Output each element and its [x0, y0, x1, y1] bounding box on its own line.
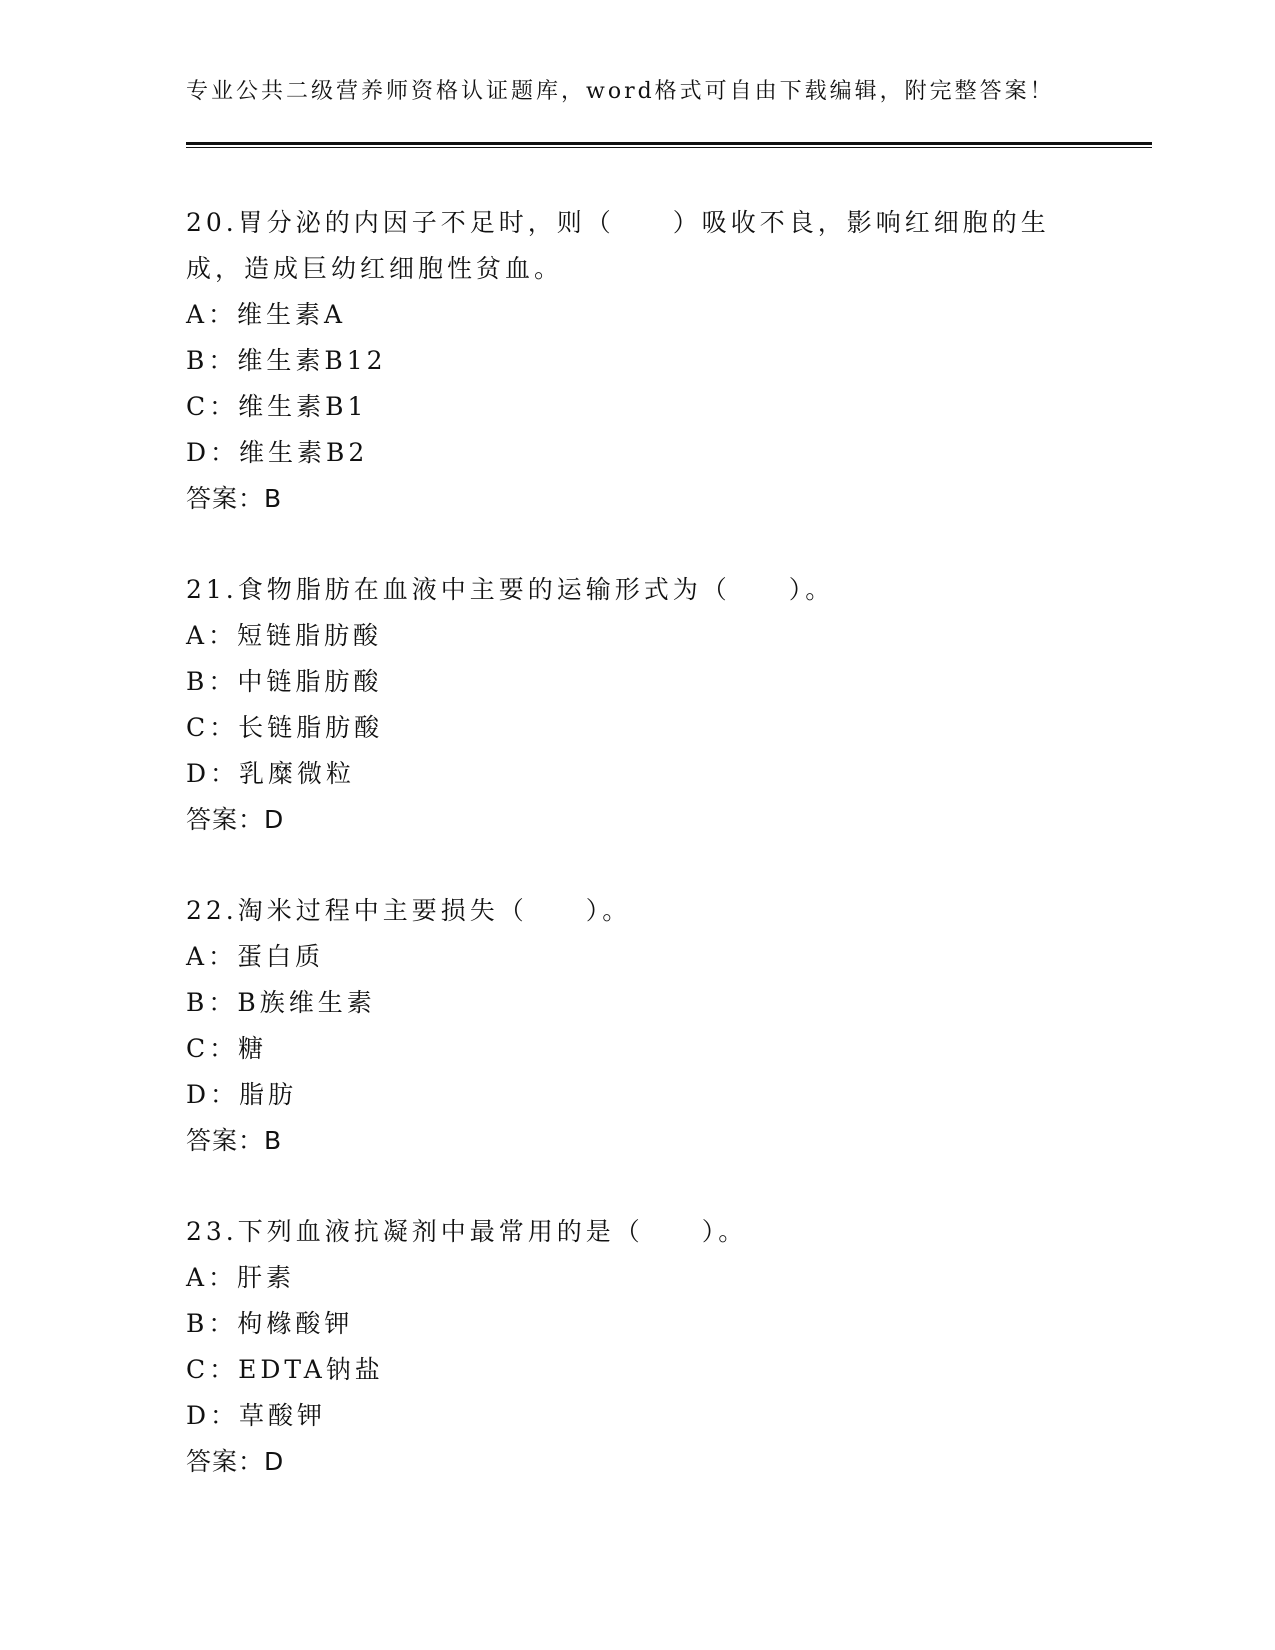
option-a: A：蛋白质 [186, 942, 325, 971]
option-d: D：乳糜微粒 [186, 759, 356, 788]
question-stem: 20.胃分泌的内因子不足时，则（ ）吸收不良，影响红细胞的生成，造成巨幼红细胞性贫血。 [186, 208, 1050, 283]
answer: 答案：D [186, 805, 285, 834]
question-22 [186, 888, 1086, 1164]
option-a: A：肝素 [186, 1263, 296, 1292]
option-d: D：维生素B2 [186, 438, 369, 467]
option-b: B：维生素B12 [186, 346, 387, 375]
option-c: C：EDTA钠盐 [186, 1355, 384, 1384]
answer: 答案：B [186, 484, 283, 513]
question-stem: 22.淘米过程中主要损失（ ）。 [186, 896, 632, 925]
option-a: A：维生素A [186, 300, 347, 329]
question-20 [186, 200, 1086, 522]
option-a: A：短链脂肪酸 [186, 621, 383, 650]
page-header: 专业公共二级营养师资格认证题库，word格式可自由下载编辑，附完整答案！ [186, 79, 1055, 104]
question-stem: 21.食物脂肪在血液中主要的运输形式为（ ）。 [186, 575, 835, 604]
option-c: C：维生素B1 [186, 392, 368, 421]
answer: 答案：D [186, 1447, 285, 1476]
answer: 答案：B [186, 1126, 283, 1155]
question-23 [186, 1209, 1086, 1485]
option-d: D：脂肪 [186, 1080, 298, 1109]
question-21 [186, 567, 1086, 843]
option-b: B：B族维生素 [186, 988, 376, 1017]
option-b: B：枸橼酸钾 [186, 1309, 354, 1338]
question-list [186, 200, 1086, 1530]
header-divider [186, 142, 1152, 148]
question-stem: 23.下列血液抗凝剂中最常用的是（ ）。 [186, 1217, 748, 1246]
option-c: C：糖 [186, 1034, 268, 1063]
option-c: C：长链脂肪酸 [186, 713, 384, 742]
option-d: D：草酸钾 [186, 1401, 327, 1430]
option-b: B：中链脂肪酸 [186, 667, 383, 696]
